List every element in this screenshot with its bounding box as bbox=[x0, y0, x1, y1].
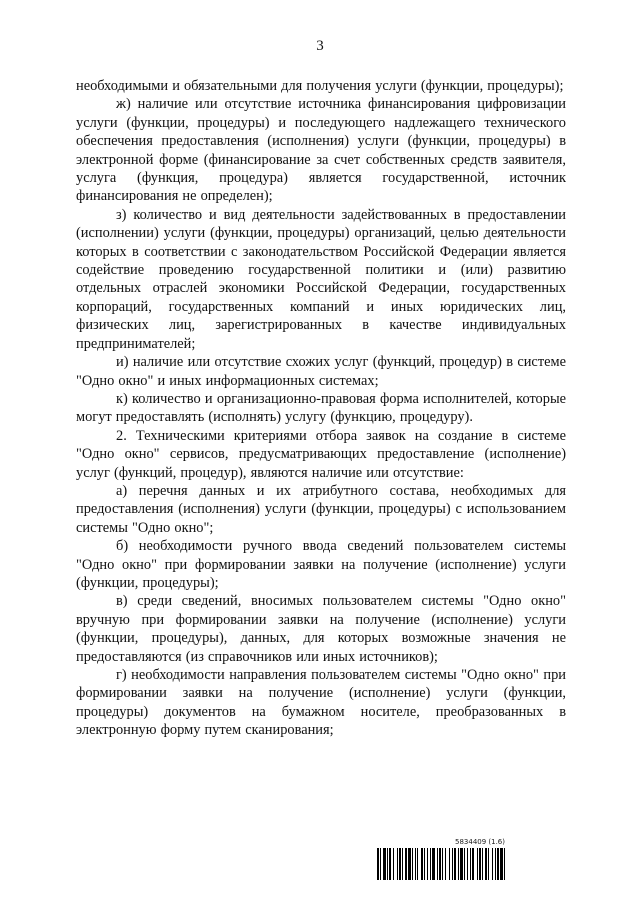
paragraph-continuation: необходимыми и обязательными для получения услуги (функции, процедуры); bbox=[76, 78, 564, 94]
paragraph-item-i: и) наличие или отсутствие схожих услуг (функций, процедур) в системе "Одно окно" и иных информационных системах; bbox=[76, 354, 566, 389]
paragraph-item-zh: ж) наличие или отсутствие источника финансирования цифровизации услуги (функции, процедуры) и последующего надлежащего технического обеспечения предоставления (исполнения) услуги (функции, процедуры) в электронной форме (финансирование за счет собственных средств заявителя, услуга (функция, процедура) является государственной, источник финансирования не определен); bbox=[76, 96, 566, 205]
paragraph-item-g: г) необходимости направления пользователем системы "Одно окно" при формировании заявки на получение (исполнение) услуги (функции, процедуры) документов на бумажном носителе, преобразованных в электронную форму путем сканирования; bbox=[76, 667, 566, 739]
page-number: 3 bbox=[316, 38, 324, 54]
barcode-icon bbox=[377, 848, 567, 880]
paragraph-item-v: в) среди сведений, вносимых пользователем системы "Одно окно" вручную при формировании заявки на получение (исполнение) услуги (функции, процедуры), данных, для которых возможные значения не предоставляются (из справочников или иных источников); bbox=[76, 593, 566, 665]
document-body bbox=[76, 77, 566, 740]
paragraph-section-2: 2. Техническими критериями отбора заявок на создание в системе "Одно окно" сервисов, предусматривающих предоставление (исполнение) услуг (функций, процедур), являются наличие или отсутствие: bbox=[76, 427, 566, 481]
paragraph-item-z: з) количество и вид деятельности задействованных в предоставлении (исполнении) услуги (функции, процедуры) организаций, целью деятельности которых в соответствии с законодательством Российской Федерации является содействие проведению государственной политики и (или) развитию отдельных отраслей экономики Российской Федерации, государственных корпораций, государственных компаний и иных юридических лиц, физических лиц, зарегистрированных в качестве индивидуальных предпринимателей; bbox=[76, 206, 566, 352]
barcode-block bbox=[377, 838, 567, 882]
paragraph-item-k: к) количество и организационно-правовая форма исполнителей, которые могут предоставлять (исполнять) услугу (функцию, процедуру). bbox=[76, 390, 566, 426]
paragraph-item-a: а) перечня данных и их атрибутного состава, необходимых для предоставления (исполнения) услуги (функции, процедуры) с использованием системы "Одно окно"; bbox=[76, 482, 566, 536]
paragraph-item-b: б) необходимости ручного ввода сведений пользователем системы "Одно окно" при формировании заявки на получение (исполнение) услуги (функции, процедуры); bbox=[76, 538, 566, 591]
barcode-caption: 5834409 (1.6) bbox=[455, 838, 505, 846]
